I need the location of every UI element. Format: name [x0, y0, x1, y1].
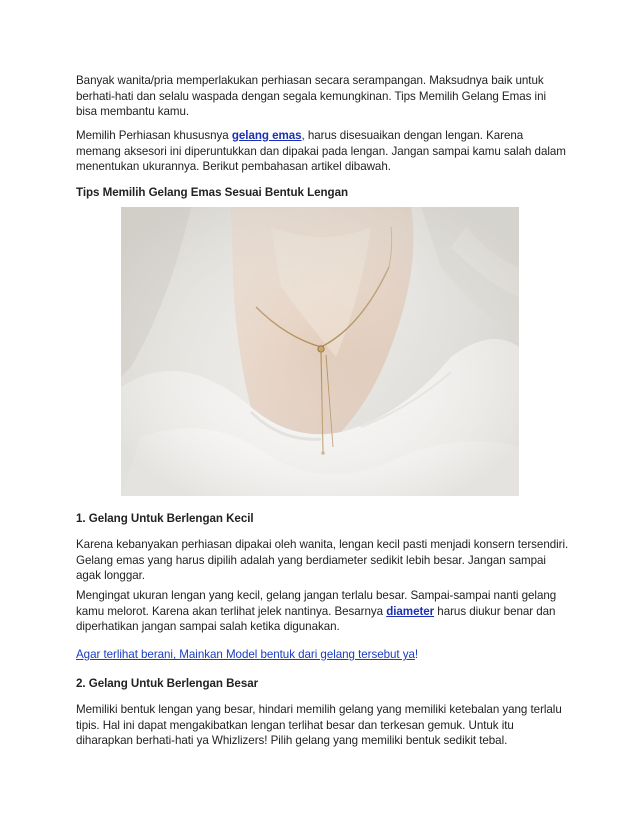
- model-bentuk-paragraph: [76, 647, 570, 663]
- text-before-link: Memilih Perhiasan khususnya: [76, 129, 232, 142]
- diameter-link[interactable]: diameter: [386, 604, 435, 618]
- gelang-emas-link[interactable]: gelang emas: [231, 129, 302, 142]
- model-bentuk-link[interactable]: Agar terlihat berani, Mainkan Model bentuk dari gelang tersebut ya: [76, 648, 415, 661]
- bracelet-photo-illustration: [121, 207, 519, 496]
- main-heading: Tips Memilih Gelang Emas Sesuai Bentuk Lengan: [76, 186, 348, 199]
- intro-paragraph: Banyak wanita/pria memperlakukan perhiasan secara serampangan. Maksudnya baik untuk berhati-hati dan selalu waspada dengan segala kemungkinan. Tips Memilih Gelang Emas ini bisa membantu kamu.: [76, 74, 546, 119]
- section-1-paragraph-2: [76, 588, 570, 635]
- text-after-link: , harus disesuaikan dengan lengan. Karena memang aksesori ini diperuntukkan dan dipakai pada lengan. Jangan sampai kamu salah dalam menentukan ukurannya. Berikut pembahasan artikel dibawah.: [76, 129, 566, 174]
- intro-paragraph-2: [76, 128, 570, 175]
- section-1-paragraph-1: Karena kebanyakan perhiasan dipakai oleh wanita, lengan kecil pasti menjadi konsern tersendiri. Gelang emas yang harus dipilih adalah yang berdiameter sedikit lebih besar. Jangan sampai agak longgar.: [76, 538, 569, 583]
- section-1-heading: 1. Gelang Untuk Berlengan Kecil: [76, 512, 254, 525]
- text-after-link: harus diukur benar dan diperhatikan jangan sampai salah ketika digunakan.: [76, 604, 556, 634]
- section-2-heading: 2. Gelang Untuk Berlengan Besar: [76, 677, 259, 690]
- section-2-paragraph-1: Memiliki bentuk lengan yang besar, hindari memilih gelang yang memiliki ketebalan yang terlalu tipis. Hal ini dapat mengakibatkan lengan terlihat besar dan terkesan gemuk. Untuk itu diharapkan berhati-hati ya Whizlizers! Pilih gelang yang memiliki bentuk sedikit tebal.: [76, 703, 562, 748]
- text-before-link: Mengingat ukuran lengan yang kecil, gelang jangan terlalu besar. Sampai-sampai nanti gelang kamu melorot. Karena akan terlihat jelek nantinya. Besarnya: [76, 589, 557, 618]
- bracelet-photo: [121, 207, 519, 496]
- exclamation-text: !: [414, 648, 419, 661]
